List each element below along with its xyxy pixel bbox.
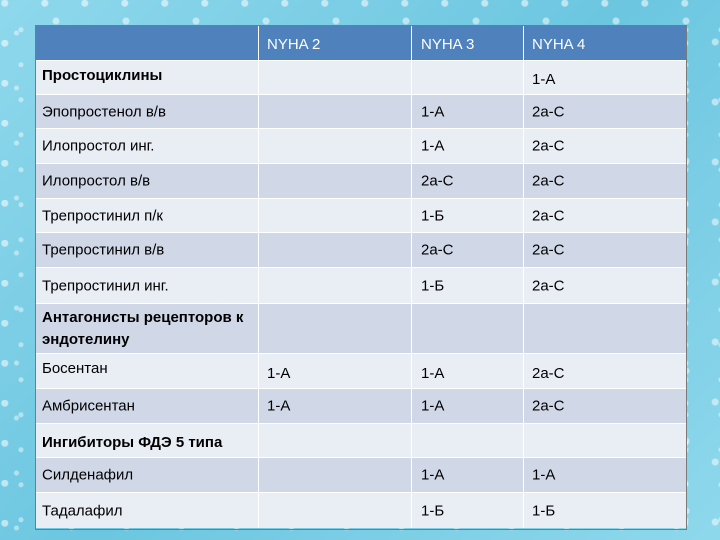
cell-nyha2 [259,164,412,199]
table-row [36,199,686,233]
cell-nyha2 [259,129,412,164]
cell-nyha2 [259,424,412,458]
table-row [36,233,686,268]
cell-nyha4: 2а-С [524,389,686,424]
cell-nyha3: 1-А [412,354,524,389]
cell-nyha3: 1-А [412,389,524,424]
header-cell-empty [36,26,259,61]
table-row [36,354,686,389]
table-row [36,458,686,493]
cell-nyha2 [259,304,412,354]
header-cell-nyha4: NYHA 4 [524,26,686,61]
cell-drug-name: Трепростинил п/к [36,199,259,233]
cell-nyha3: 1-А [412,458,524,493]
table-row [36,424,686,458]
cell-nyha4: 1-А [524,61,686,95]
cell-nyha3 [412,424,524,458]
recommendations-table [35,25,687,530]
cell-nyha2: 1-А [259,354,412,389]
group-label-prostacyclins: Простоциклины [36,61,259,95]
cell-nyha2 [259,95,412,129]
cell-nyha3: 1-А [412,95,524,129]
header-cell-nyha3: NYHA 3 [412,26,524,61]
table-row [36,164,686,199]
cell-nyha3: 2а-С [412,164,524,199]
cell-nyha2: 1-А [259,389,412,424]
cell-drug-name: Трепростинил инг. [36,268,259,304]
cell-nyha3 [412,61,524,95]
cell-nyha4: 2а-С [524,268,686,304]
group-label-endothelin-antagonists: Антагонисты рецепторов к эндотелину [36,304,259,354]
cell-nyha3: 1-Б [412,199,524,233]
cell-nyha3: 2а-С [412,233,524,268]
cell-drug-name: Эпопростенол в/в [36,95,259,129]
cell-nyha4: 2а-С [524,199,686,233]
table-row [36,389,686,424]
table-row [36,129,686,164]
cell-drug-name: Амбрисентан [36,389,259,424]
cell-nyha4: 1-А [524,458,686,493]
table-row [36,268,686,304]
cell-drug-name: Трепростинил в/в [36,233,259,268]
cell-nyha4 [524,304,686,354]
cell-drug-name: Силденафил [36,458,259,493]
cell-drug-name: Тадалафил [36,493,259,528]
cell-nyha4: 2а-С [524,129,686,164]
table-row [36,493,686,528]
group-label-pde5-inhibitors: Ингибиторы ФДЭ 5 типа [36,424,259,458]
cell-nyha3: 1-Б [412,268,524,304]
cell-nyha4 [524,424,686,458]
cell-nyha2 [259,493,412,528]
table-header-row [36,26,686,61]
cell-nyha4: 2а-С [524,354,686,389]
cell-nyha3: 1-А [412,129,524,164]
header-cell-nyha2: NYHA 2 [259,26,412,61]
cell-drug-name: Илопростол инг. [36,129,259,164]
cell-nyha4: 2а-С [524,233,686,268]
cell-nyha2 [259,61,412,95]
cell-nyha4: 1-Б [524,493,686,528]
cell-nyha4: 2а-С [524,164,686,199]
table-row [36,95,686,129]
cell-drug-name: Босентан [36,354,259,389]
table-row [36,304,686,354]
cell-nyha3 [412,304,524,354]
cell-nyha2 [259,268,412,304]
cell-drug-name: Илопростол в/в [36,164,259,199]
cell-nyha2 [259,233,412,268]
cell-nyha3: 1-Б [412,493,524,528]
cell-nyha4: 2а-С [524,95,686,129]
cell-nyha2 [259,199,412,233]
cell-nyha2 [259,458,412,493]
table-row [36,61,686,95]
